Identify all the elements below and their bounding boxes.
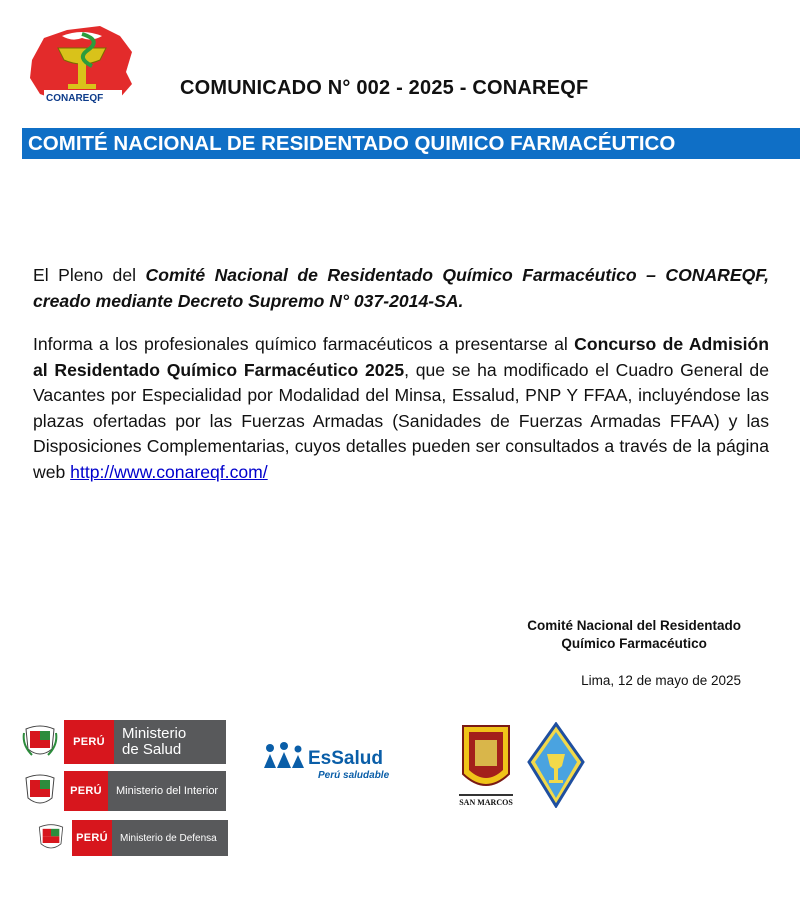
- website-link[interactable]: http://www.conareqf.com/: [70, 461, 268, 482]
- san-marcos-crest: [455, 722, 517, 814]
- mindef-logo: PERÚ Ministerio de Defensa: [36, 820, 228, 856]
- svg-text:Perú saludable: Perú saludable: [318, 770, 390, 781]
- svg-text:EsSalud: EsSalud: [308, 748, 383, 769]
- contest-name: Concurso de Admisión al Residentado Químico Farmacéutico 2025: [33, 334, 769, 380]
- peru-shield-icon: [36, 822, 66, 854]
- svg-text:SAN MARCOS: SAN MARCOS: [459, 798, 513, 807]
- conareqf-logo: [22, 20, 142, 108]
- page-title: COMUNICADO N° 002 - 2025 - CONAREQF: [180, 77, 589, 99]
- paragraph-1: El Pleno del Comité Nacional de Residentado Químico Farmacéutico – CONAREQF, creado mediante Decreto Supremo N° 037-2014-SA.: [33, 265, 769, 311]
- svg-text:CONAREQF: CONAREQF: [46, 93, 104, 104]
- peru-shield-icon: [22, 723, 58, 761]
- committee-name: Comité Nacional de Residentado Químico Farmacéutico – CONAREQF, creado mediante Decreto Supremo N° 037-2014-SA.: [33, 265, 769, 311]
- signature-block: Comité Nacional del Residentado Químico Farmacéutico: [527, 618, 741, 651]
- committee-banner: COMITÉ NACIONAL DE RESIDENTADO QUIMICO FARMACÉUTICO: [22, 128, 800, 159]
- essalud-logo: [262, 740, 412, 782]
- mininter-logo: PERÚ Ministerio del Interior: [22, 771, 228, 811]
- issue-date: Lima, 12 de mayo de 2025: [581, 673, 741, 688]
- paragraph-2: Informa a los profesionales químico farmacéuticos a presentarse al Concurso de Admisión al Residentado Químico Farmacéutico 2025, que se ha modificado el Cuadro General de Vacantes por Especialidad por Modalidad del Minsa, Essalud, PNP Y FFAA, incluyéndose las plazas ofertadas por las Fuerzas Armadas (Sanidades de Fuerzas Armadas FFAA) y las Disposiciones Complementarias, cuyos detalles pueden ser consultados a través de la página web http://www.conareqf.com/: [33, 334, 769, 482]
- colegio-quimico-farmaceutico-logo: [527, 722, 585, 808]
- peru-shield-icon: [22, 772, 58, 810]
- minsa-logo: PERÚ Ministerio de Salud: [22, 720, 228, 764]
